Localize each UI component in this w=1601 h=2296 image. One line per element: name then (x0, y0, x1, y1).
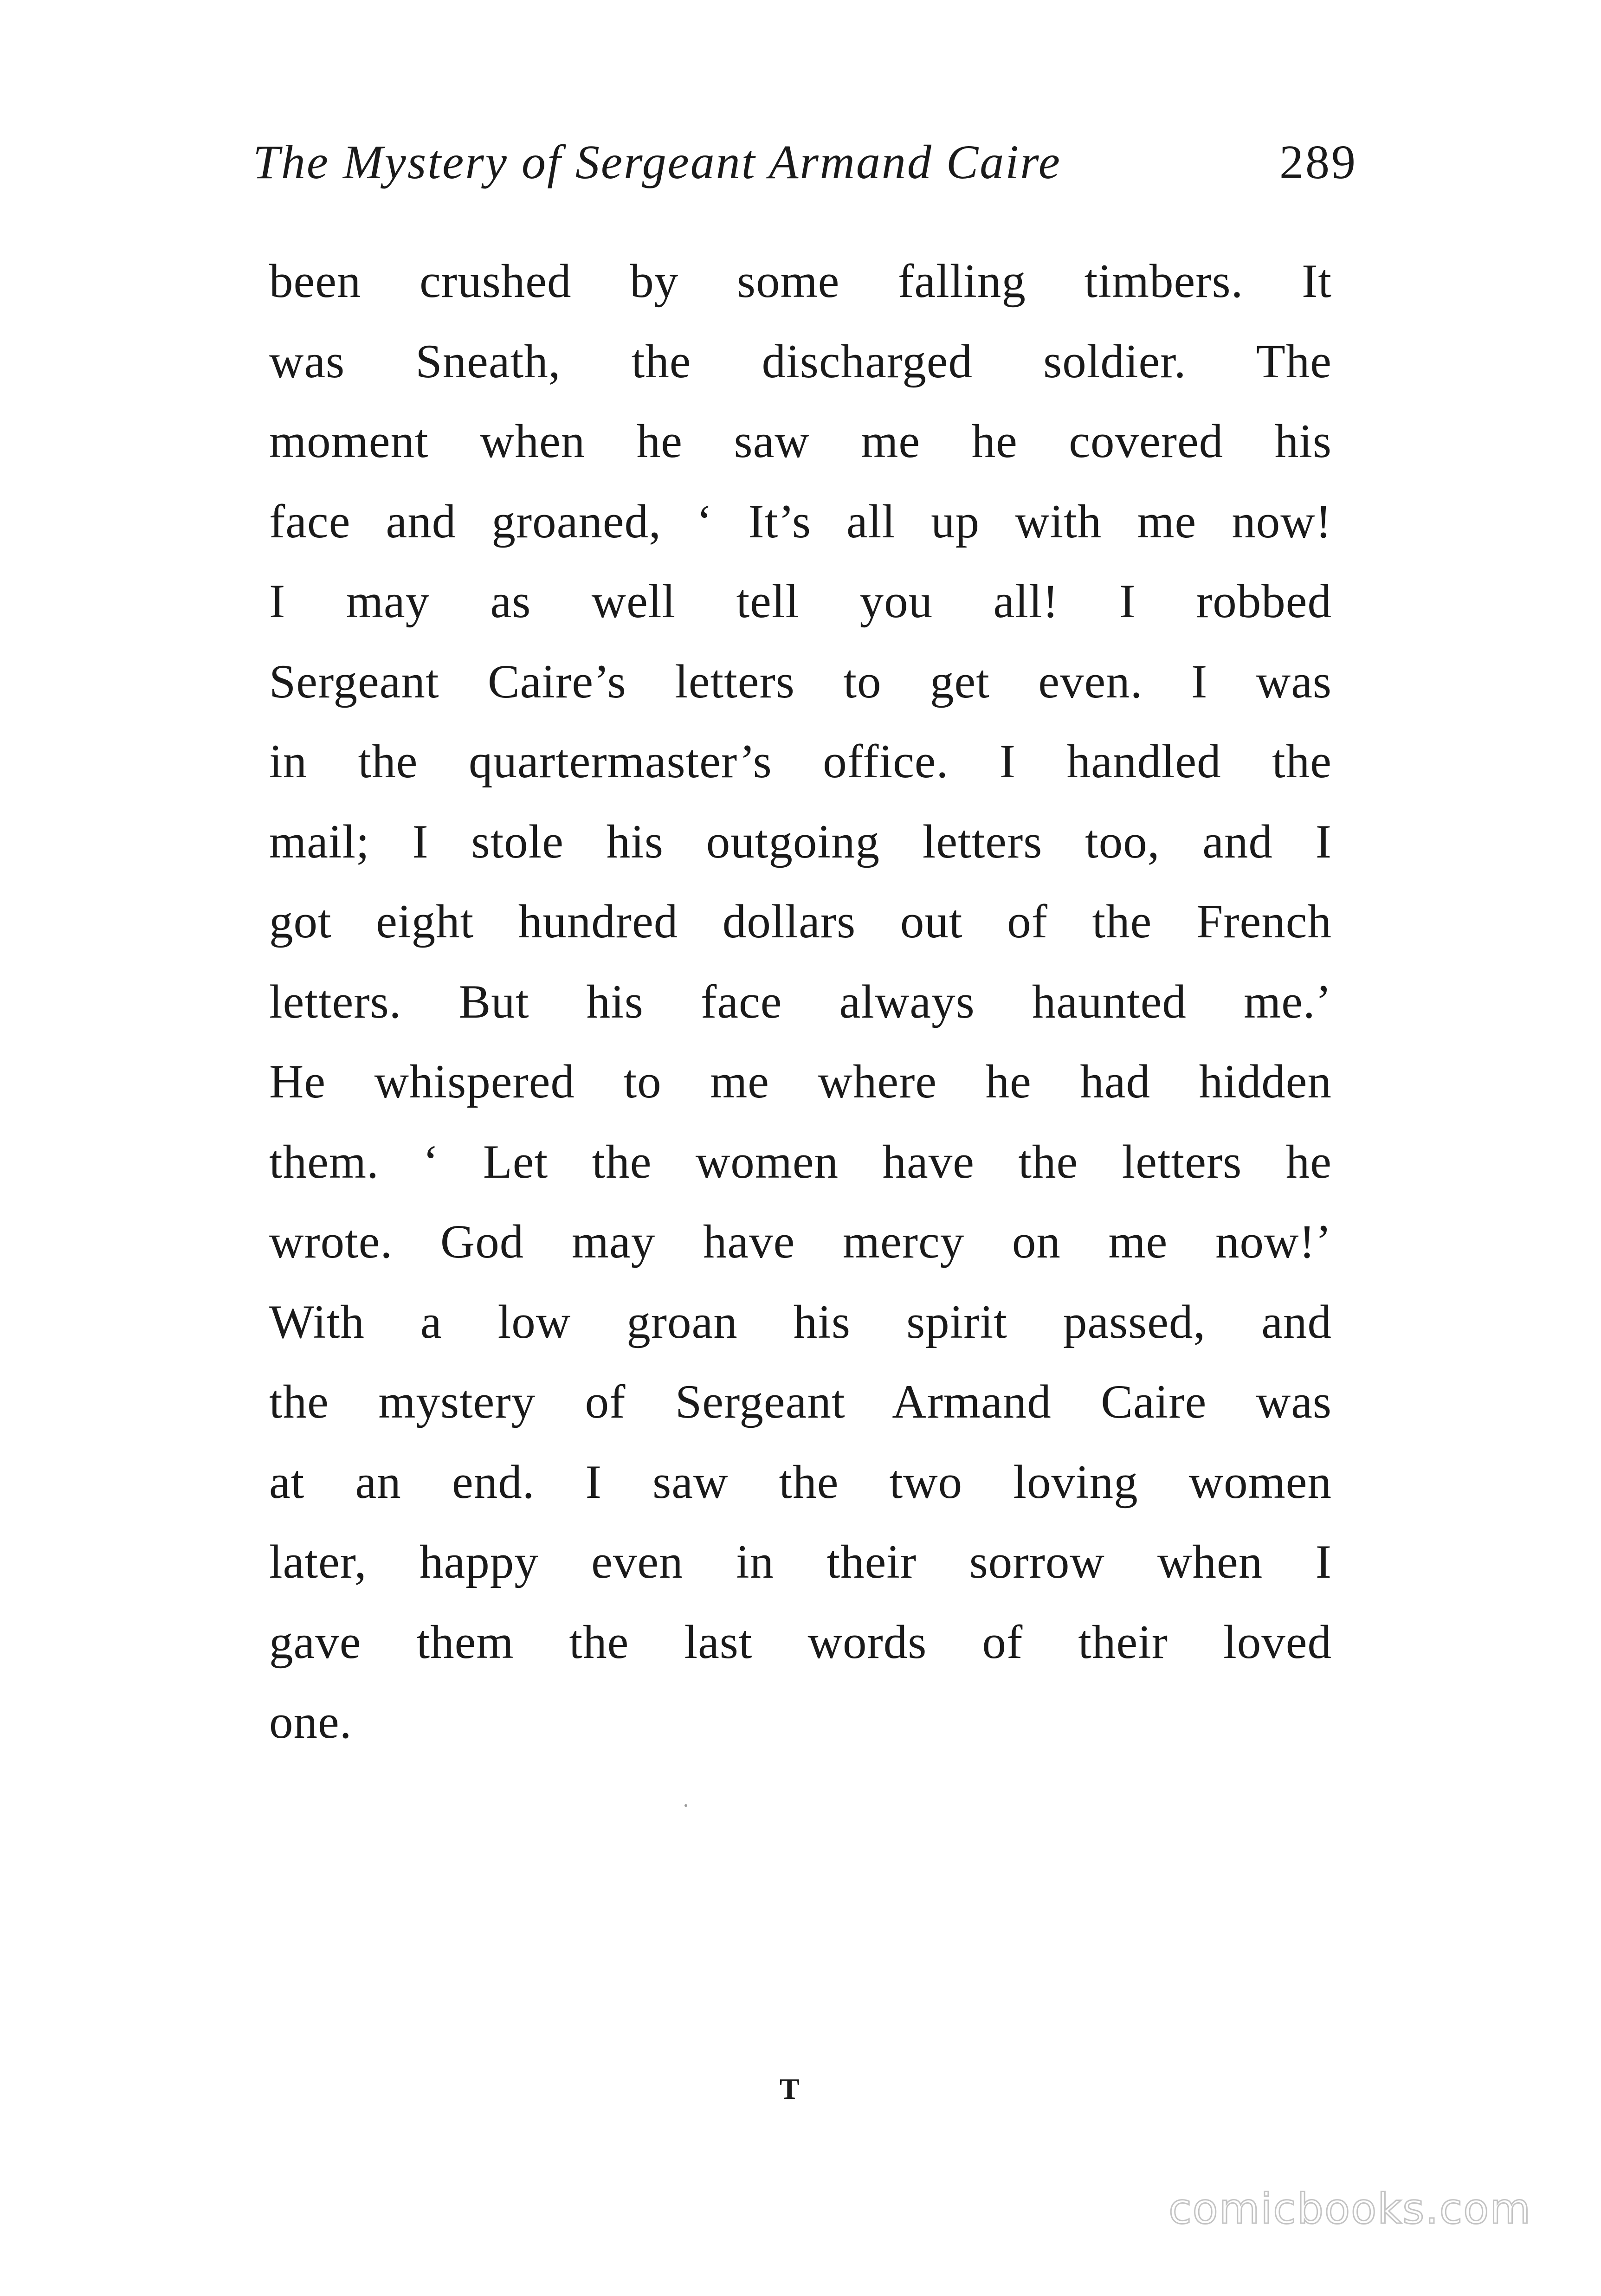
text-line: gave them the last words of their loved (269, 1615, 1332, 1669)
text-line: He whispered to me where he had hidden (269, 1055, 1332, 1108)
text-line: letters. But his face always haunted me.’ (269, 975, 1332, 1028)
text-line: the mystery of Sergeant Armand Caire was (269, 1375, 1332, 1428)
text-line: in the quartermaster’s office. I handled the (269, 735, 1332, 788)
text-line: been crushed by some falling timbers. It (269, 255, 1332, 308)
text-line: wrote. God may have mercy on me now!’ (269, 1215, 1332, 1268)
watermark: comicbooks.com (1168, 2185, 1531, 2233)
text-line: moment when he saw me he covered his (269, 415, 1332, 468)
text-line: was Sneath, the discharged soldier. The (269, 335, 1332, 388)
text-line: mail; I stole his outgoing letters too, and I (269, 815, 1332, 868)
text-line: later, happy even in their sorrow when I (269, 1535, 1332, 1588)
text-line: I may as well tell you all! I robbed (269, 575, 1332, 628)
page-number: 289 (1279, 135, 1357, 189)
running-header (253, 135, 1357, 200)
text-line: them. ‘ Let the women have the letters he (269, 1135, 1332, 1188)
signature-mark: T (780, 2072, 800, 2105)
text-line: With a low groan his spirit passed, and (269, 1295, 1332, 1348)
body-text (269, 241, 1332, 1762)
running-title: The Mystery of Sergeant Armand Caire (253, 135, 1061, 189)
text-line: got eight hundred dollars out of the French (269, 895, 1332, 948)
text-line-last: one. (269, 1696, 352, 1748)
stray-ink-dot (684, 1804, 687, 1807)
text-line: at an end. I saw the two loving women (269, 1455, 1332, 1509)
text-line: face and groaned, ‘ It’s all up with me now! (269, 495, 1332, 548)
text-line: Sergeant Caire’s letters to get even. I was (269, 655, 1332, 708)
